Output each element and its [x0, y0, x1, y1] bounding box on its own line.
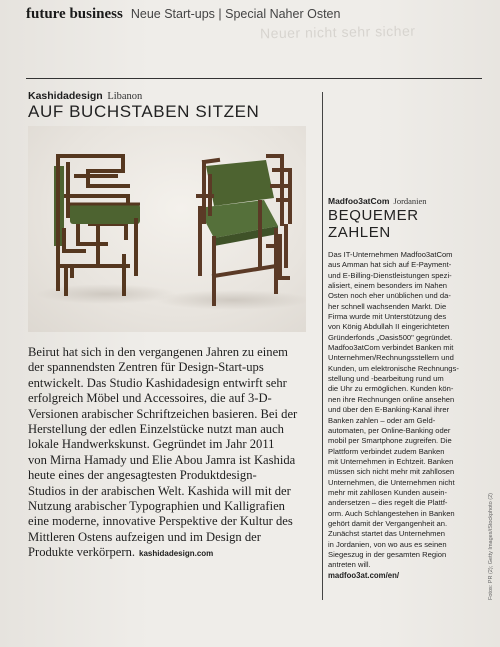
left-body-line: Herstellung der edlen Einzelstücke nutzt man auch [28, 422, 284, 437]
chair-right [198, 156, 290, 304]
left-article-body [28, 345, 312, 562]
right-body-line: stellung und -bearbeitung rund um [328, 374, 444, 384]
chair-left [54, 156, 128, 294]
right-title-line: BEQUEMER [328, 207, 419, 224]
right-body-line: Siegeszug in der gesamten Region [328, 549, 447, 559]
left-body-line: heute eines der angesagtesten Produktdesign- [28, 468, 257, 483]
section-subtitle: Neue Start-ups | Special Naher Osten [130, 7, 341, 21]
left-body-line: Beirut hat sich in den vergangenen Jahren zu einem [28, 345, 288, 359]
right-body-line: Plattform verbindet zudem Banken [328, 446, 445, 456]
column-divider [322, 92, 323, 600]
right-body-line: Osten noch eher unüblichen und da- [328, 291, 451, 301]
header-rule [26, 78, 482, 79]
right-brand: Madfoo3atCom [328, 196, 390, 206]
right-body-line: in Jordanien, von wo aus es seinen [328, 539, 447, 549]
right-kicker [328, 196, 427, 206]
left-body-line: Versionen arabischer Schriftzeichen basieren. Bei der [28, 406, 298, 421]
chairs-illustration [28, 126, 306, 332]
left-body-line: Studios in der arabischen Welt. Kashida will mit der [28, 483, 291, 498]
right-body-line: und über den E-Banking-Kanal ihrer [328, 405, 450, 415]
left-body-line: lokale Handwerkskunst. Gegründet im Jahr 2011 [28, 437, 275, 452]
kashidadesign-link[interactable]: kashidadesign.com [139, 549, 214, 559]
chairs-photo [28, 126, 306, 332]
left-body-line: Nutzung arabischer Typographien und Kalligrafien [28, 499, 285, 514]
right-body-line: Unternehmen/Rechnungsstellern und [328, 353, 454, 363]
left-article-title: AUF BUCHSTABEN SITZEN [28, 102, 260, 121]
left-body-last-line [28, 545, 312, 561]
right-body-line: Banken zahlen – oder am Geld- [328, 415, 436, 425]
left-body-line: Mittleren Ostens aufzeigen und im Design der [28, 529, 261, 544]
show-through-text: Neuer nicht sehr sicher [259, 22, 416, 42]
right-body-line: Das IT-Unternehmen Madfoo3atCom [328, 250, 453, 259]
right-body-line: Gründerfonds „Oasis500" gegründet. [328, 332, 453, 342]
left-body-line: von Mirna Hamady und Elie Abou Jamra ist Kashida [28, 452, 296, 467]
right-body-line: Zunächst startet das Unternehmen [328, 529, 445, 539]
right-title-line: ZAHLEN [328, 224, 391, 241]
right-body-line: her schnell wachsenden Markt. Die [328, 301, 447, 311]
right-body-line: nen ihre Rechnungen online ansehen [328, 394, 455, 404]
left-body-line: eine moderne, innovative Perspektive der Kultur des [28, 514, 293, 529]
right-country: Jordanien [393, 196, 427, 206]
right-body-line: Firma wurde mit Unterstützung des [328, 312, 447, 322]
page-header [26, 5, 340, 23]
right-body-line: andersetzen – dies regelt die Plattf- [328, 498, 448, 508]
right-body-line: aus Amman hat sich auf E-Payment- [328, 260, 452, 270]
section-title: future business [26, 6, 123, 22]
left-body-line: entwickelt. Das Studio Kashidadesign entwirft sehr [28, 375, 287, 390]
right-body-line: und E-Billing-Dienstleistungen spezi- [328, 270, 452, 280]
right-body-line: von König Abdullah II eingerichteten [328, 322, 450, 332]
left-body-line: Produkte verkörpern. [28, 545, 136, 560]
right-body-line: mehr mit zahllosen Kunden ausein- [328, 487, 448, 497]
right-body-line: Unternehmen, die Unternehmen nicht [328, 477, 455, 487]
photo-credit: Fotos: PR (2); Getty Images/iStockphoto (2) [488, 493, 494, 600]
left-brand: Kashidadesign [28, 90, 103, 102]
right-body-line: gehört damit der Vergangenheit an. [328, 518, 448, 528]
madfoo3at-link[interactable]: madfoo3at.com/en/ [328, 570, 400, 580]
right-body-line: antreten will. [328, 560, 371, 570]
left-kicker [28, 90, 142, 102]
right-body-line: mobil per Smartphone zugreifen. Die [328, 436, 452, 446]
right-body-line: Kunden, um elektronische Rechnungs- [328, 363, 459, 373]
right-body-line: die Uhr zu ermöglichen. Kunden kön- [328, 384, 454, 394]
right-body-line: müssen sich nicht mehr mit zahllosen [328, 467, 455, 477]
left-body-line: erfolgreich Möbel und Accessoires, die auf 3-D- [28, 391, 272, 406]
right-body-line: alisiert, einem besonders im Nahen [328, 281, 448, 291]
left-body-line: der spannendsten Zentren für Design-Start-ups [28, 360, 264, 375]
left-country: Libanon [107, 91, 143, 102]
right-body-line: Madfoo3atCom verbindet Banken mit [328, 343, 454, 353]
right-body-line: mit Unternehmen in Echtzeit. Banken [328, 456, 454, 466]
right-body-line: orm. Auch Schlangestehen in Banken [328, 508, 455, 518]
right-article-body [328, 250, 488, 581]
right-article-title [328, 207, 419, 241]
right-body-line: automaten, per Online-Banking oder [328, 425, 451, 435]
